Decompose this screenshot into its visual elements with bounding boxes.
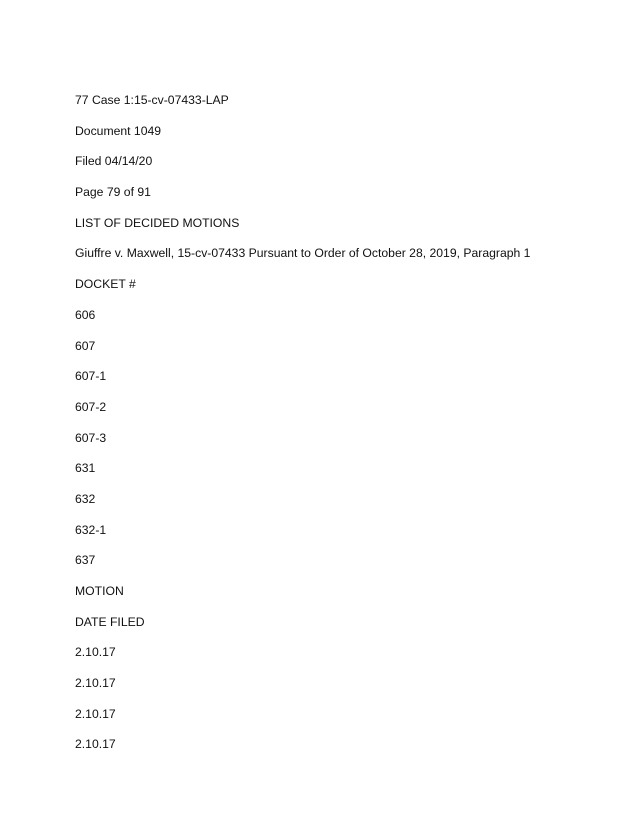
filed-date: Filed 04/14/20 xyxy=(75,154,153,169)
docket-entry: 607 xyxy=(75,338,96,353)
docket-entry: 637 xyxy=(75,553,96,568)
document-text xyxy=(75,93,615,768)
date-filed-entry: 2.10.17 xyxy=(75,645,116,660)
list-title: LIST OF DECIDED MOTIONS xyxy=(75,215,240,230)
docket-entry: 606 xyxy=(75,307,96,322)
docket-entry: 607-3 xyxy=(75,430,107,445)
case-header: 77 Case 1:15-cv-07433-LAP xyxy=(75,93,229,107)
document-number: Document 1049 xyxy=(75,123,162,138)
case-caption: Giuffre v. Maxwell, 15-cv-07433 Pursuant to Order of October 28, 2019, Paragraph 1 xyxy=(75,246,531,261)
date-filed-entry: 2.10.17 xyxy=(75,706,116,721)
date-filed-column-header: DATE FILED xyxy=(75,614,145,629)
date-filed-entry: 2.10.17 xyxy=(75,737,116,752)
docket-entry: 632 xyxy=(75,491,96,506)
docket-entry: 631 xyxy=(75,461,96,476)
docket-entry: 607-2 xyxy=(75,399,107,414)
motion-column-header: MOTION xyxy=(75,584,124,598)
date-filed-entry: 2.10.17 xyxy=(75,676,116,691)
docket-entry: 632-1 xyxy=(75,522,107,537)
docket-entry: 607-1 xyxy=(75,369,107,384)
docket-column-header: DOCKET # xyxy=(75,277,136,292)
page-number: Page 79 of 91 xyxy=(75,185,151,200)
